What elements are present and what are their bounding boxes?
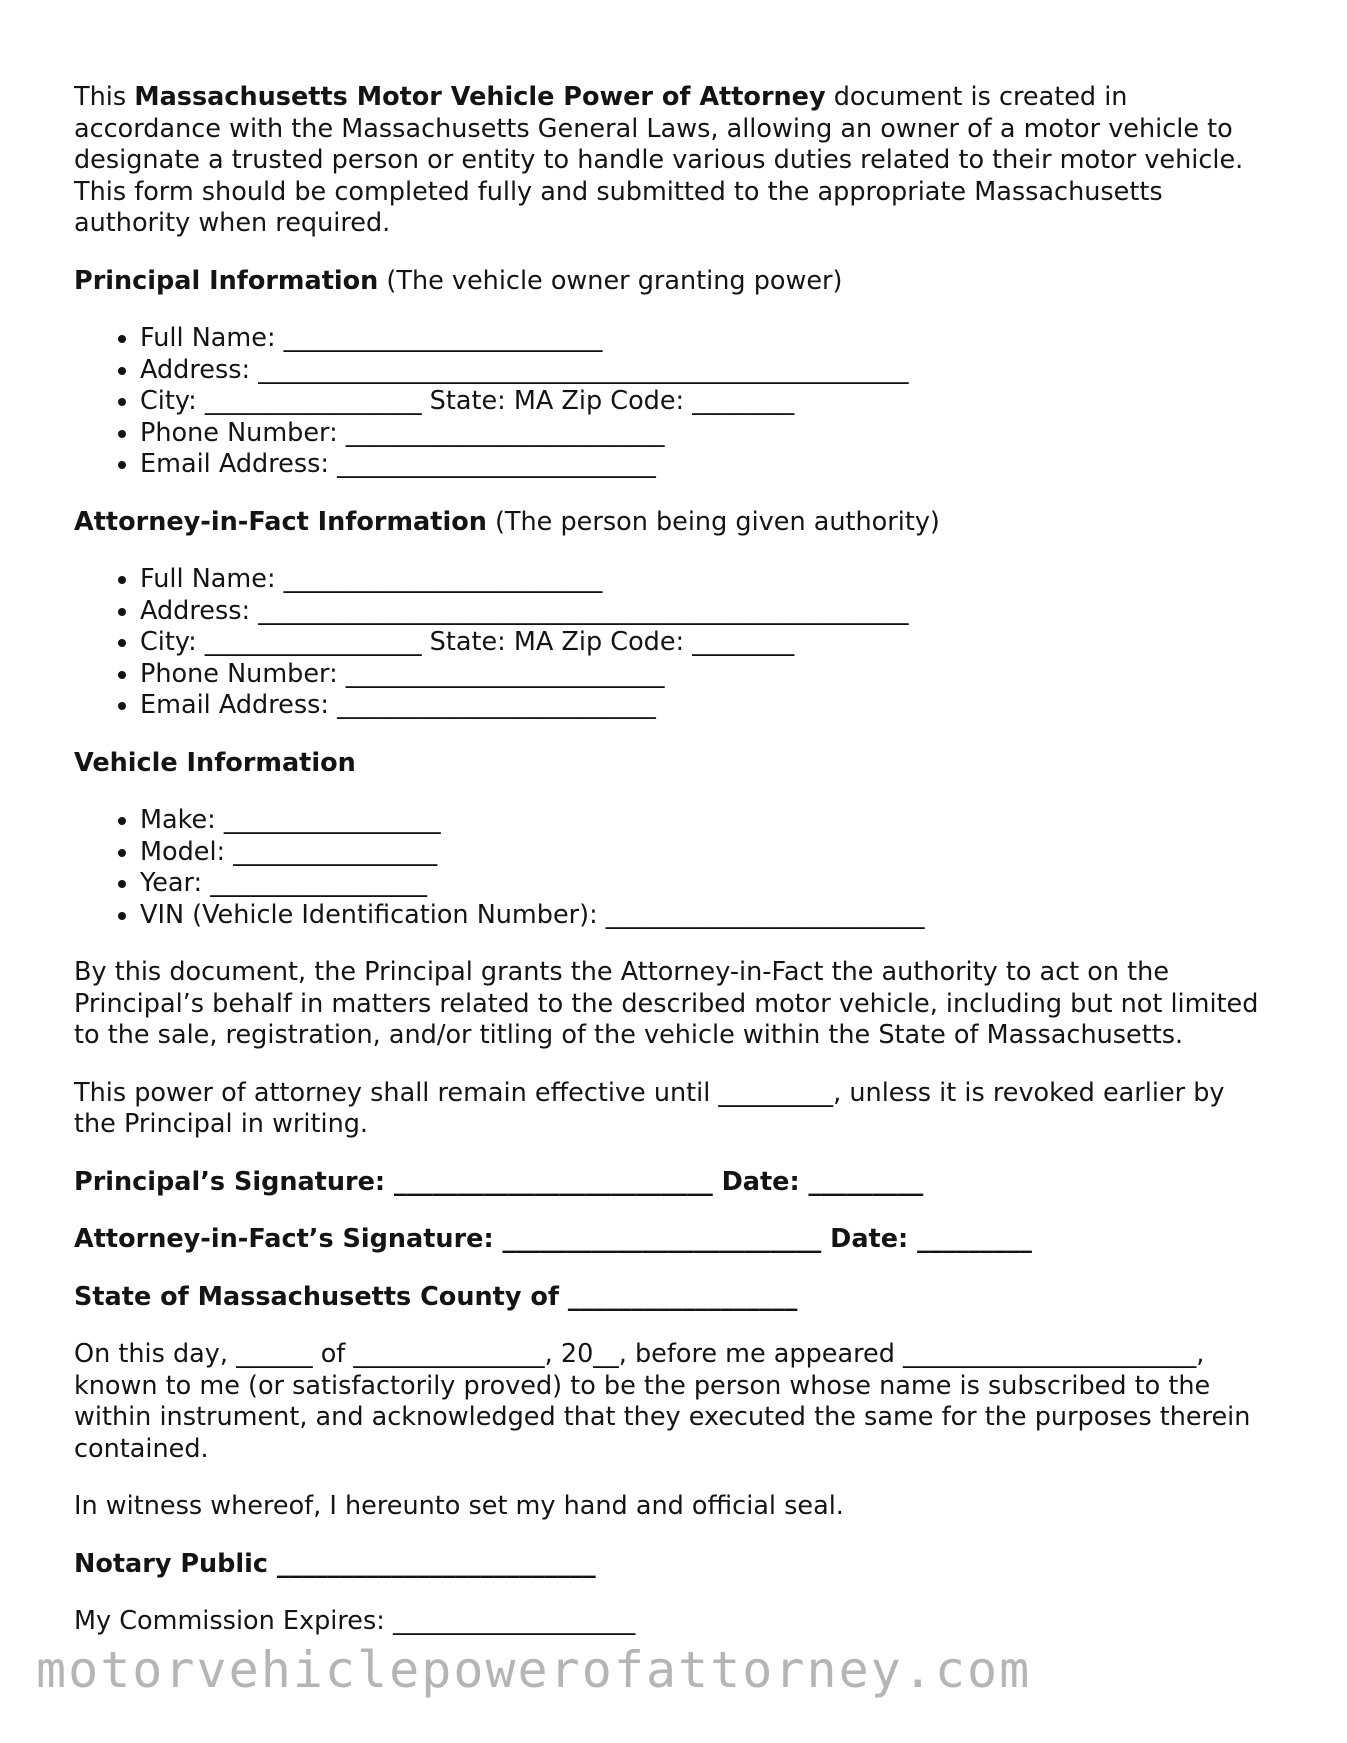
attorney-subheading: (The person being given authority) [486,506,940,537]
attorney-fields [74,564,1274,722]
attorney-address-field[interactable]: • Address: ___________________________________________________ [140,596,1274,628]
principal-address-field[interactable]: • Address: ___________________________________________________ [140,355,1274,387]
principal-signature-line[interactable]: Principal’s Signature: _________________________ Date: _________ [74,1166,924,1197]
principal-subheading: (The vehicle owner granting power) [378,265,843,296]
attorney-signature-line[interactable]: Attorney-in-Fact’s Signature: _________________________ Date: _________ [74,1224,1032,1254]
watermark: motorvehiclepowerofattorney.com [36,1641,1032,1699]
principal-phone-field[interactable]: • Phone Number: _________________________ [140,418,1274,450]
attorney-heading-line [74,507,1274,539]
attorney-phone-field[interactable]: • Phone Number: _________________________ [140,659,1274,691]
attorney-heading: Attorney-in-Fact Information [74,506,487,537]
vehicle-fields [74,805,1274,931]
vehicle-make-field[interactable]: • Make: _________________ [140,805,1274,837]
vehicle-vin-field[interactable]: • VIN (Vehicle Identification Number): _________________________ [140,900,1274,932]
principal-city-state-zip-field[interactable]: • City: _________________ State: MA Zip Code: ________ [140,386,1274,418]
principal-email-field[interactable]: • Email Address: _________________________ [140,449,1274,481]
witness-paragraph: In witness whereof, I hereunto set my hand and official seal. [74,1491,844,1521]
principal-fields [74,323,1274,481]
attorney-email-field[interactable]: • Email Address: _________________________ [140,690,1274,722]
vehicle-heading: Vehicle Information [74,747,356,778]
intro-post: document is created in accordance with the Massachusetts General Laws, allowing an owner of a motor vehicle to designate a trusted person or entity to handle various duties related to their motor vehicle. This form should be completed fully and submitted to the appropriate Massachusetts authority when required. [74,82,1244,238]
vehicle-year-field[interactable]: • Year: _________________ [140,868,1274,900]
principal-heading-line [74,266,1274,298]
intro-paragraph [74,82,1274,240]
grant-paragraph: By this document, the Principal grants the Attorney-in-Fact the authority to act on the Principal’s behalf in matters related to the described motor vehicle, including but not limited to the sale, registration, and/or titling of the vehicle within the State of Massachusetts. [74,957,1259,1050]
attorney-city-state-zip-field[interactable]: • City: _________________ State: MA Zip Code: ________ [140,627,1274,659]
principal-heading: Principal Information [74,265,379,296]
attorney-full-name-field[interactable]: • Full Name: _________________________ [140,564,1274,596]
notary-public-line[interactable]: Notary Public _________________________ [74,1548,596,1579]
intro-pre: This [74,82,135,112]
effective-paragraph[interactable]: This power of attorney shall remain effective until _________, unless it is revoked earlier by the Principal in writing. [74,1077,1225,1139]
document-title: Massachusetts Motor Vehicle Power of Attorney [134,82,826,112]
acknowledgment-paragraph[interactable]: On this day, ______ of _______________, 20__, before me appeared _______________________, known to me (or satisfactorily proved) to be the person whose name is subscribed to the within instrument, and acknowledged that they executed the same for the purposes therein contained. [74,1339,1251,1464]
principal-full-name-field[interactable]: • Full Name: _________________________ [140,323,1274,355]
document-body [74,82,1274,1664]
county-line[interactable]: State of Massachusetts County of __________________ [74,1281,798,1312]
vehicle-model-field[interactable]: • Model: ________________ [140,837,1274,869]
commission-expires-line[interactable]: My Commission Expires: ___________________ [74,1606,636,1636]
